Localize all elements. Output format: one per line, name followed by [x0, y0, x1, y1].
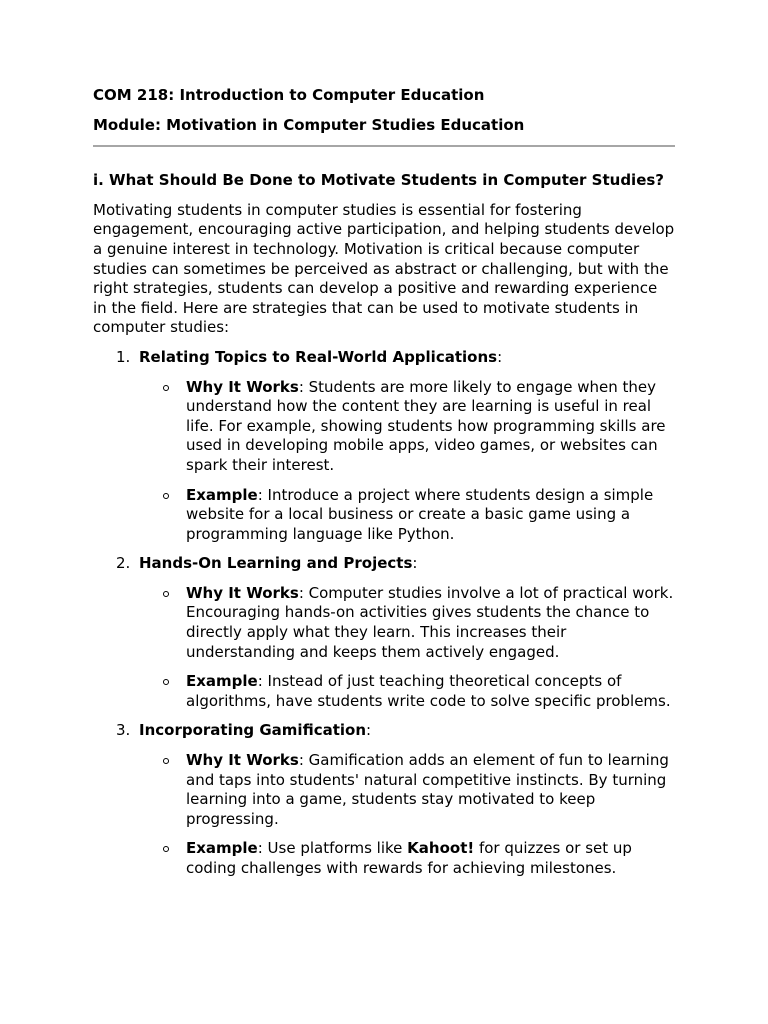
hollow-circle-bullet-icon: [163, 493, 169, 499]
strategy-title-colon: :: [366, 721, 372, 740]
why-it-works-label: Why It Works: [186, 583, 299, 602]
strategy-points: [139, 751, 675, 879]
why-it-works-point: [139, 584, 675, 662]
strategy-title-colon: :: [497, 347, 503, 366]
why-it-works-point: [139, 378, 675, 476]
hollow-circle-bullet-icon: [163, 679, 169, 685]
strategy-title: Hands-On Learning and Projects: [139, 554, 413, 573]
strategy-points: [139, 378, 675, 545]
example-label: Example: [186, 485, 258, 504]
hollow-circle-bullet-icon: [163, 591, 169, 597]
why-it-works-text: : Students are more likely to engage when they understand how the content they are learning is useful in real life. For example, showing students how programming skills are used in developing mobile apps, video games, or websites can spark their interest.: [186, 377, 666, 474]
hollow-circle-bullet-icon: [163, 846, 169, 852]
strategy-number: 1.: [116, 347, 131, 366]
intro-paragraph: Motivating students in computer studies is essential for fostering engagement, encouraging active participation, and helping students develop a genuine interest in technology. Motivation is critical because computer studies can sometimes be perceived as abstract or challenging, but with the right strategies, students can develop a positive and rewarding experience in the field. Here are strategies that can be used to motivate students in computer studies:: [93, 200, 675, 337]
strategy-list: [93, 348, 675, 879]
strategy-item-3: [93, 721, 675, 878]
document-page: [93, 86, 675, 889]
header-divider: [93, 145, 675, 147]
example-text-before: : Use platforms like: [257, 839, 408, 858]
why-it-works-point: [139, 751, 675, 829]
strategy-item-2: [93, 554, 675, 711]
strategy-title-colon: :: [412, 554, 418, 573]
kahoot-emphasis: Kahoot!: [407, 839, 475, 858]
strategy-title: Incorporating Gamification: [139, 721, 366, 740]
course-title: COM 218: Introduction to Computer Education: [93, 86, 485, 104]
strategy-title: Relating Topics to Real-World Applications: [139, 347, 498, 366]
strategy-item-1: [93, 348, 675, 544]
why-it-works-text: : Gamification adds an element of fun to learning and taps into students' natural competitive instincts. By turning learning into a game, students stay motivated to keep progressing.: [186, 751, 669, 828]
hollow-circle-bullet-icon: [163, 758, 169, 764]
example-point: [139, 672, 675, 711]
strategy-number: 2.: [116, 554, 131, 573]
example-text-after: for quizzes or set up coding challenges with rewards for achieving milestones.: [186, 839, 632, 877]
example-text: : Introduce a project where students design a simple website for a local business or create a basic game using a programming language like Python.: [186, 485, 654, 543]
example-text: : Instead of just teaching theoretical concepts of algorithms, have students write code to solve specific problems.: [186, 672, 671, 710]
example-label: Example: [186, 839, 258, 858]
why-it-works-label: Why It Works: [186, 377, 299, 396]
example-label: Example: [186, 672, 258, 691]
hollow-circle-bullet-icon: [163, 385, 169, 391]
why-it-works-text: : Computer studies involve a lot of practical work. Encouraging hands-on activities gives students the chance to directly apply what they learn. This increases their understanding and keeps them actively engaged.: [186, 583, 674, 661]
module-title: Module: Motivation in Computer Studies Education: [93, 115, 525, 134]
why-it-works-label: Why It Works: [186, 751, 299, 770]
example-point: [139, 486, 675, 545]
section-heading: i. What Should Be Done to Motivate Students in Computer Studies?: [93, 171, 664, 190]
strategy-points: [139, 584, 675, 712]
strategy-number: 3.: [116, 721, 131, 740]
example-point: [139, 839, 675, 878]
